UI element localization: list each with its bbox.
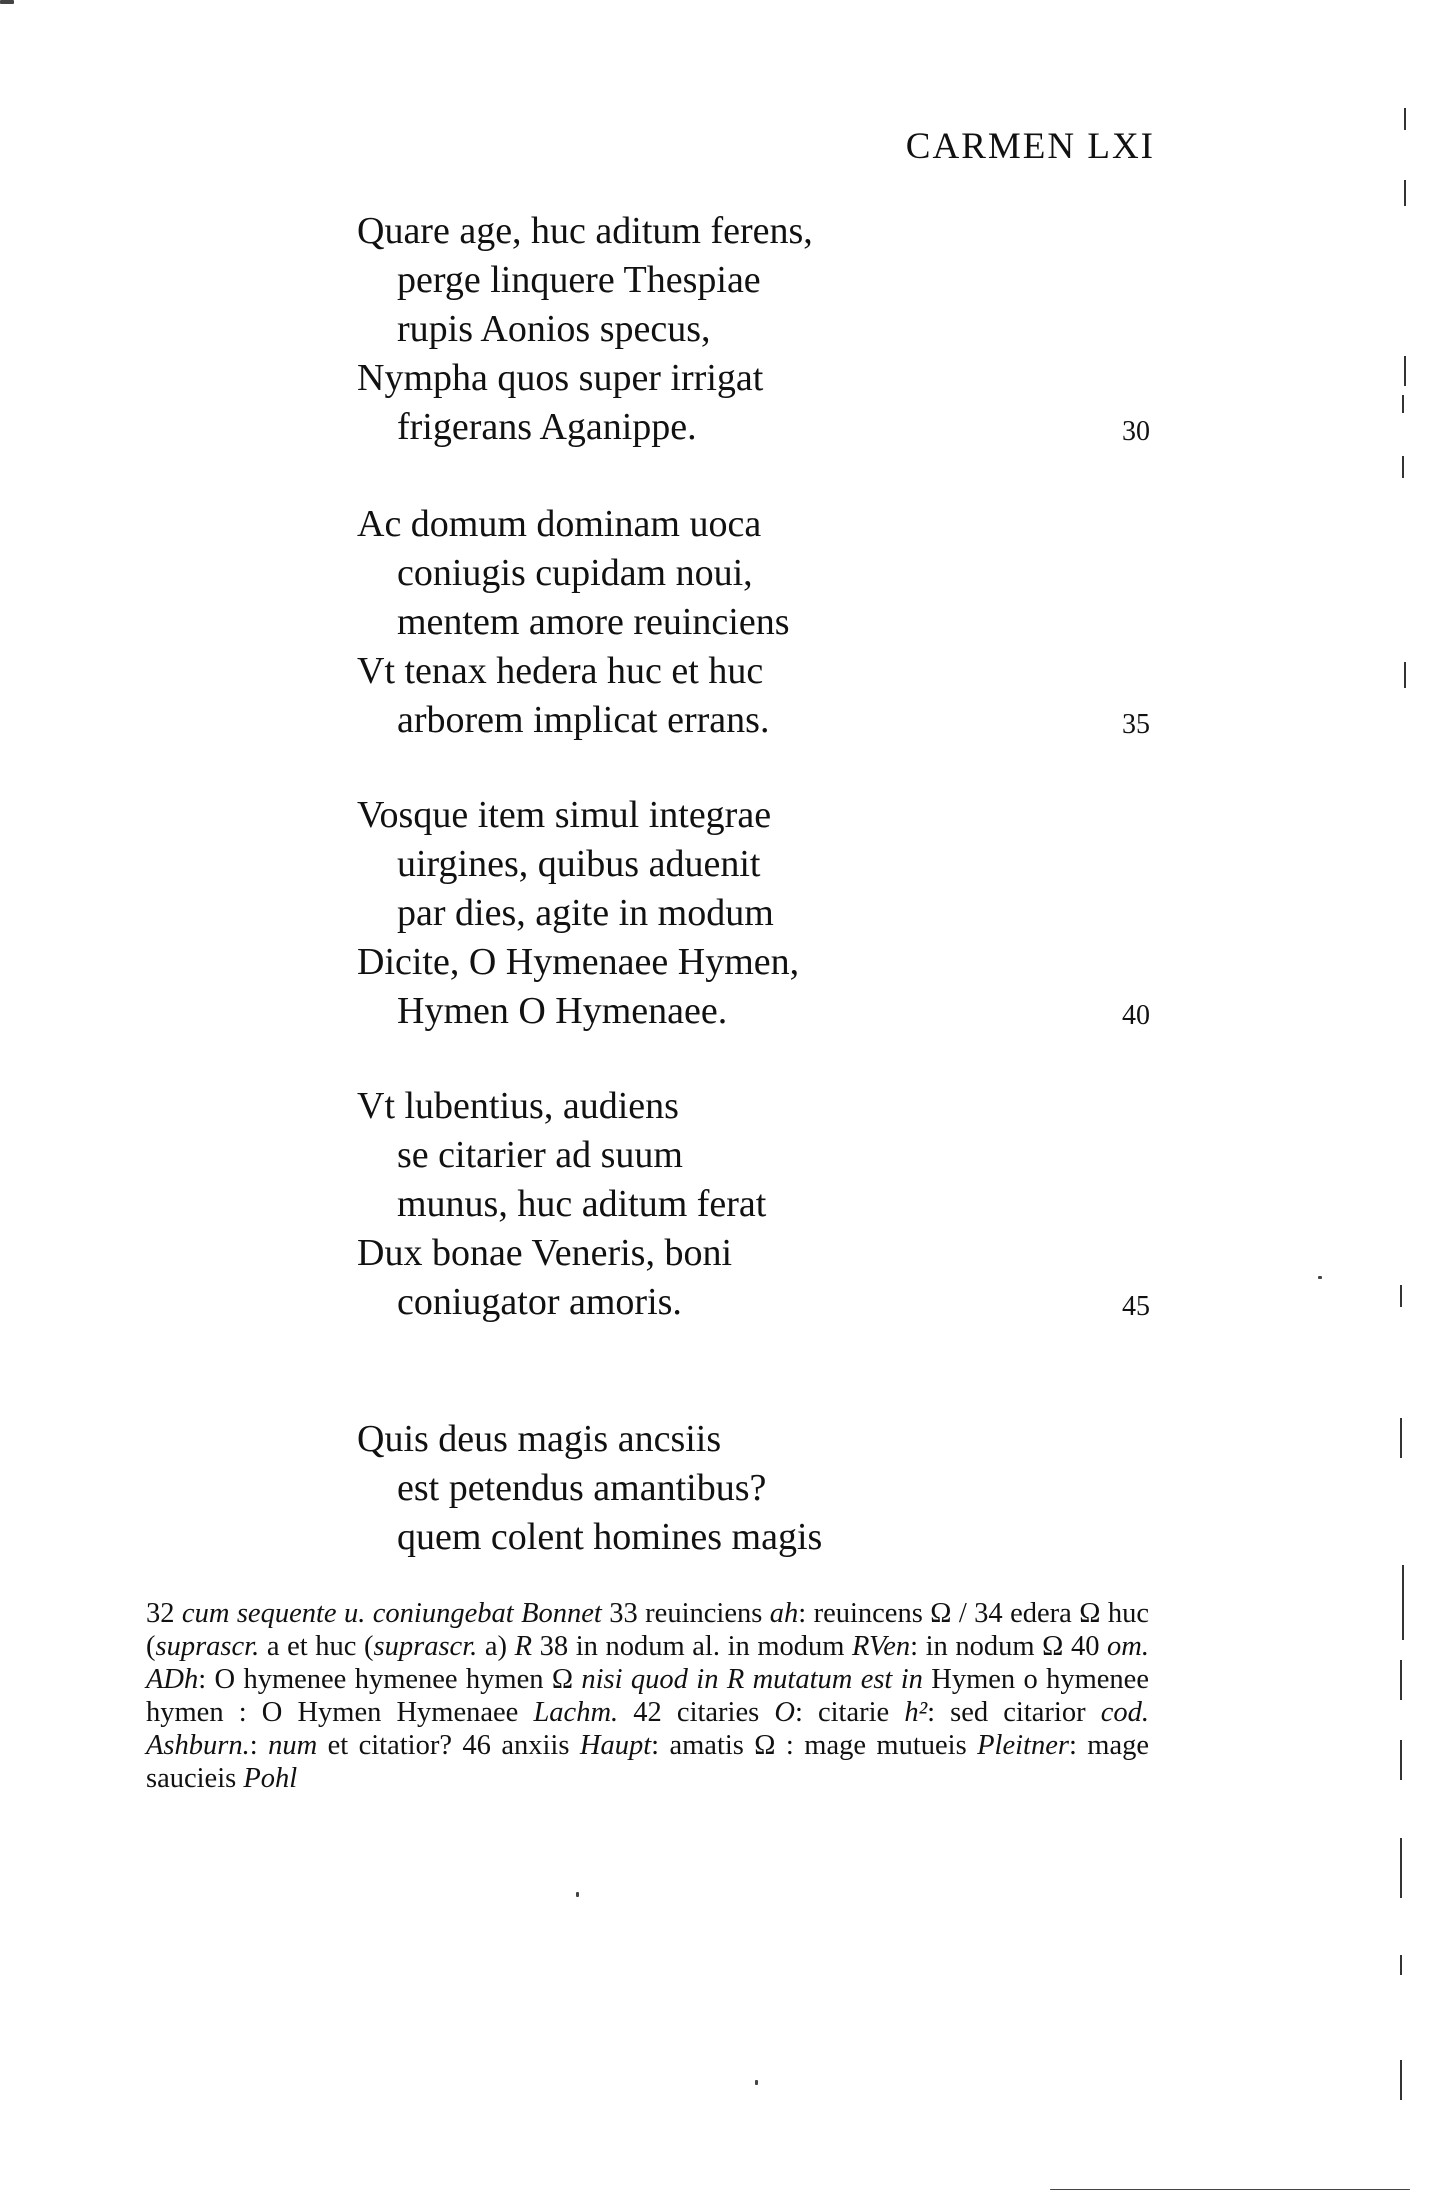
scan-mark (1400, 1285, 1402, 1307)
stanza (357, 791, 1157, 1036)
verse-line: Nympha quos super irrigat (357, 357, 764, 399)
stanza (357, 1082, 1157, 1327)
apparatus-segment: om. ADh (146, 1631, 1150, 1695)
scan-mark (1400, 2060, 1402, 2100)
apparatus-segment: : sed citarior (927, 1697, 1101, 1728)
apparatus-segment: : citarie (794, 1697, 905, 1728)
scan-mark (1400, 1740, 1402, 1780)
apparatus-segment: h² (904, 1697, 928, 1728)
apparatus-segment: Pohl (243, 1763, 298, 1794)
apparatus-segment: : reuincens Ω / 34 edera Ω huc ( (146, 1598, 1149, 1662)
verse-line (357, 696, 1157, 745)
scan-mark (1404, 108, 1406, 130)
stanza (357, 500, 1157, 745)
verse-line (357, 987, 1157, 1036)
verse-text: frigerans Aganippe. (397, 406, 697, 448)
scan-mark (1400, 1418, 1402, 1458)
scan-speck (576, 1892, 579, 1897)
verse-line: Quis deus magis ancsiis (357, 1418, 722, 1460)
scan-mark (1400, 1660, 1402, 1700)
apparatus-segment: suprascr. (373, 1631, 478, 1662)
verse-line: Dicite, O Hymenaee Hymen, (357, 941, 800, 983)
apparatus-segment: a) (477, 1631, 515, 1662)
verse-line (357, 1278, 1157, 1327)
verse-line: est petendus amantibus? (397, 1467, 767, 1509)
apparatus-segment: : mage saucieis (146, 1730, 1150, 1794)
scan-mark (1402, 456, 1404, 478)
verse-line: par dies, agite in modum (397, 892, 774, 934)
verse-line: munus, huc aditum ferat (397, 1183, 767, 1225)
scan-mark (1404, 662, 1406, 688)
line-number: 35 (1122, 709, 1150, 740)
verse-line: mentem amore reuinciens (397, 601, 790, 643)
verse-line (357, 403, 1157, 452)
apparatus-segment: a et huc ( (259, 1631, 374, 1662)
verse-line: Vt tenax hedera huc et huc (357, 650, 764, 692)
scan-mark (1404, 356, 1406, 386)
apparatus-segment: suprascr. (155, 1631, 260, 1662)
verse-text: coniugator amoris. (397, 1281, 682, 1323)
scan-mark (1402, 1565, 1404, 1640)
verse-line: perge linquere Thespiae (397, 259, 761, 301)
scan-rule (1050, 2189, 1410, 2190)
apparatus-segment: 38 in nodum al. in modum (532, 1631, 853, 1662)
apparatus-segment: cod. Ashburn. (146, 1697, 1149, 1761)
apparatus-segment: Hymen o hymenee hymen : O Hymen Hymenaee (146, 1664, 1149, 1728)
verse-line: Quare age, huc aditum ferens, (357, 210, 813, 252)
verse-line: Vt lubentius, audiens (357, 1085, 679, 1127)
verse-line: rupis Aonios specus, (397, 308, 711, 350)
apparatus-segment: O (774, 1697, 795, 1728)
apparatus-segment: : (249, 1730, 269, 1761)
apparatus-segment: et citatior? 46 anxiis (317, 1730, 580, 1761)
apparatus-segment: nisi quod in R mutatum est in (581, 1664, 923, 1695)
scan-speck (0, 0, 14, 4)
stanza (357, 1415, 1157, 1562)
running-title: CARMEN LXI (905, 126, 1155, 167)
critical-apparatus (146, 1597, 1149, 1795)
apparatus-segment: : in nodum Ω 40 (910, 1631, 1108, 1662)
apparatus-segment: num (268, 1730, 318, 1761)
line-number: 40 (1122, 1000, 1150, 1031)
verse-line: uirgines, quibus aduenit (397, 843, 761, 885)
scan-speck (1318, 1276, 1322, 1279)
verse-text: Hymen O Hymenaee. (397, 990, 728, 1032)
verse-line: Vosque item simul integrae (357, 794, 772, 836)
verse-line: se citarier ad suum (397, 1134, 683, 1176)
scan-mark (1404, 180, 1406, 206)
apparatus-segment: 32 (146, 1598, 175, 1629)
scan-mark (1402, 395, 1404, 413)
stanza (357, 207, 1157, 452)
apparatus-segment: 33 reuinciens (601, 1598, 770, 1629)
line-number: 30 (1122, 416, 1150, 447)
apparatus-segment: 42 citaries (618, 1697, 775, 1728)
apparatus-segment: Lachm. (533, 1697, 619, 1728)
apparatus-segment: : amatis Ω : mage mutueis (651, 1730, 978, 1761)
verse-line: Dux bonae Veneris, boni (357, 1232, 733, 1274)
verse-line: Ac domum dominam uoca (357, 503, 762, 545)
apparatus-segment: Pleitner (977, 1730, 1069, 1761)
verse-text: arborem implicat errans. (397, 699, 770, 741)
verse-line: coniugis cupidam noui, (397, 552, 753, 594)
apparatus-segment: R (514, 1631, 533, 1662)
apparatus-paragraph (146, 1597, 1149, 1795)
apparatus-segment: RVen (852, 1631, 911, 1662)
verse-line: quem colent homines magis (397, 1516, 823, 1558)
scan-mark (1400, 1955, 1402, 1975)
apparatus-segment: cum sequente u. coniungebat Bonnet (174, 1598, 602, 1629)
line-number: 45 (1122, 1291, 1150, 1322)
apparatus-segment: Haupt (579, 1730, 652, 1761)
apparatus-segment: : O hymenee hymenee hymen Ω (198, 1664, 582, 1695)
apparatus-segment: ah (769, 1598, 799, 1629)
scan-speck (755, 2080, 758, 2085)
scan-mark (1400, 1838, 1402, 1898)
